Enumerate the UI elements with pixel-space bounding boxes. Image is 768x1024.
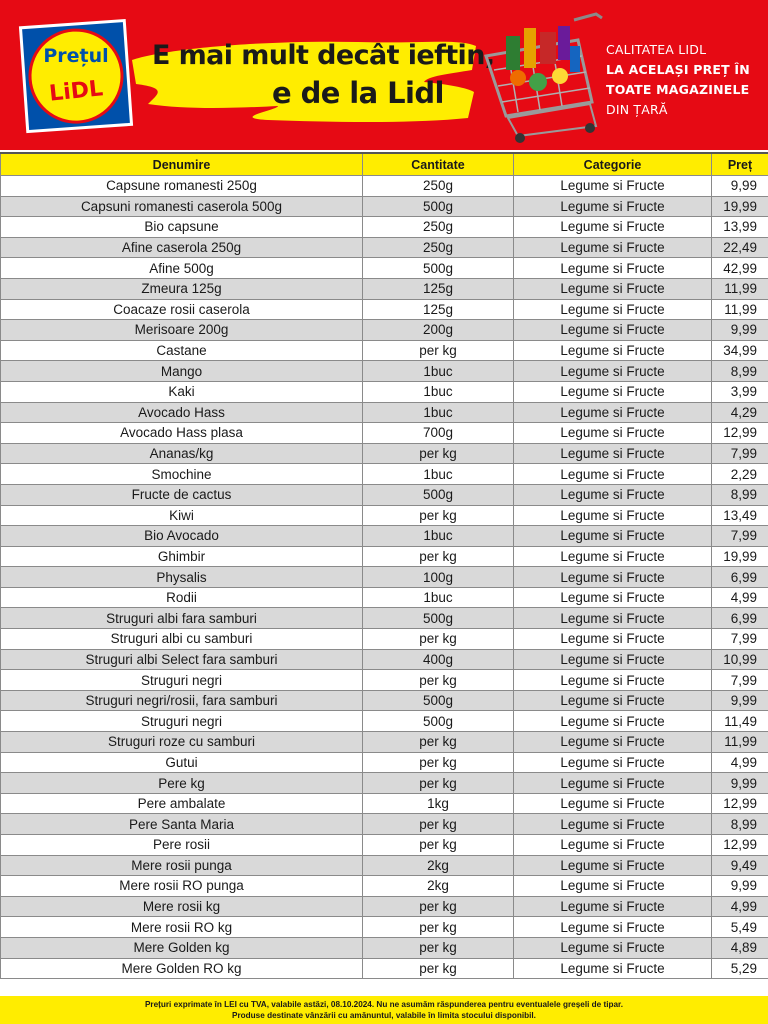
cell-category: Legume si Fructe xyxy=(514,278,712,299)
cell-category: Legume si Fructe xyxy=(514,423,712,444)
cell-category: Legume si Fructe xyxy=(514,176,712,197)
cell-quantity: 700g xyxy=(363,423,514,444)
cell-price: 11,49 xyxy=(712,711,768,732)
cell-category: Legume si Fructe xyxy=(514,299,712,320)
cell-quantity: 500g xyxy=(363,711,514,732)
quality-statement xyxy=(606,40,766,120)
table-row xyxy=(1,196,768,217)
cell-product-name: Afine caserola 250g xyxy=(1,237,363,258)
cell-price: 5,49 xyxy=(712,917,768,938)
cell-price: 34,99 xyxy=(712,340,768,361)
cell-quantity: per kg xyxy=(363,670,514,691)
cell-price: 8,99 xyxy=(712,361,768,382)
cell-price: 4,99 xyxy=(712,896,768,917)
table-row xyxy=(1,629,768,650)
cell-product-name: Kaki xyxy=(1,381,363,402)
cell-category: Legume si Fructe xyxy=(514,690,712,711)
cell-price: 11,99 xyxy=(712,732,768,753)
cell-category: Legume si Fructe xyxy=(514,443,712,464)
cell-category: Legume si Fructe xyxy=(514,546,712,567)
table-row xyxy=(1,793,768,814)
table-row xyxy=(1,299,768,320)
table-row xyxy=(1,670,768,691)
cell-price: 19,99 xyxy=(712,546,768,567)
cell-quantity: 1buc xyxy=(363,526,514,547)
cell-price: 9,49 xyxy=(712,855,768,876)
cell-product-name: Struguri albi Select fara samburi xyxy=(1,649,363,670)
cell-category: Legume si Fructe xyxy=(514,773,712,794)
cell-price: 7,99 xyxy=(712,443,768,464)
table-row xyxy=(1,237,768,258)
cell-category: Legume si Fructe xyxy=(514,793,712,814)
cell-price: 9,99 xyxy=(712,773,768,794)
cell-product-name: Rodii xyxy=(1,587,363,608)
cell-price: 4,99 xyxy=(712,587,768,608)
table-row xyxy=(1,443,768,464)
logo-name-text: LiDL xyxy=(48,76,105,107)
quality-line-3: TOATE MAGAZINELE xyxy=(606,82,750,97)
cell-price: 9,99 xyxy=(712,690,768,711)
table-row xyxy=(1,278,768,299)
cell-category: Legume si Fructe xyxy=(514,608,712,629)
cell-product-name: Mere Golden kg xyxy=(1,937,363,958)
cell-category: Legume si Fructe xyxy=(514,258,712,279)
cell-price: 7,99 xyxy=(712,629,768,650)
cell-price: 6,99 xyxy=(712,567,768,588)
table-row xyxy=(1,937,768,958)
cell-product-name: Mere rosii RO kg xyxy=(1,917,363,938)
cell-price: 13,49 xyxy=(712,505,768,526)
cell-category: Legume si Fructe xyxy=(514,711,712,732)
cell-product-name: Mere rosii RO punga xyxy=(1,876,363,897)
cell-quantity: per kg xyxy=(363,958,514,979)
cell-quantity: 2kg xyxy=(363,855,514,876)
cell-quantity: per kg xyxy=(363,917,514,938)
cell-category: Legume si Fructe xyxy=(514,402,712,423)
cell-product-name: Struguri albi fara samburi xyxy=(1,608,363,629)
header-pret: Preț xyxy=(712,153,768,176)
cell-product-name: Merisoare 200g xyxy=(1,320,363,341)
cell-category: Legume si Fructe xyxy=(514,876,712,897)
table-row xyxy=(1,855,768,876)
table-row xyxy=(1,587,768,608)
slogan-line-2: e de la Lidl xyxy=(272,76,444,110)
cell-product-name: Pere Santa Maria xyxy=(1,814,363,835)
cell-price: 9,99 xyxy=(712,876,768,897)
table-row xyxy=(1,608,768,629)
table-row xyxy=(1,546,768,567)
cell-quantity: 400g xyxy=(363,649,514,670)
cell-category: Legume si Fructe xyxy=(514,937,712,958)
cell-quantity: per kg xyxy=(363,629,514,650)
cell-quantity: 500g xyxy=(363,258,514,279)
header-cantitate: Cantitate xyxy=(363,153,514,176)
cell-price: 12,99 xyxy=(712,835,768,856)
cell-quantity: 100g xyxy=(363,567,514,588)
quality-line-1: CALITATEA LIDL xyxy=(606,42,707,57)
cell-category: Legume si Fructe xyxy=(514,237,712,258)
cell-price: 4,89 xyxy=(712,937,768,958)
cell-product-name: Struguri negri xyxy=(1,670,363,691)
cell-quantity: 2kg xyxy=(363,876,514,897)
cell-product-name: Physalis xyxy=(1,567,363,588)
cell-quantity: 1buc xyxy=(363,587,514,608)
cell-category: Legume si Fructe xyxy=(514,340,712,361)
cell-quantity: 500g xyxy=(363,690,514,711)
table-row xyxy=(1,835,768,856)
price-table xyxy=(0,152,768,979)
table-row xyxy=(1,423,768,444)
price-table-container xyxy=(0,152,768,979)
header-denumire: Denumire xyxy=(1,153,363,176)
cell-quantity: per kg xyxy=(363,752,514,773)
cell-category: Legume si Fructe xyxy=(514,670,712,691)
cell-quantity: 1buc xyxy=(363,464,514,485)
cell-product-name: Capsune romanesti 250g xyxy=(1,176,363,197)
table-row xyxy=(1,896,768,917)
cell-category: Legume si Fructe xyxy=(514,649,712,670)
cell-product-name: Struguri albi cu samburi xyxy=(1,629,363,650)
cell-price: 8,99 xyxy=(712,484,768,505)
cell-product-name: Gutui xyxy=(1,752,363,773)
cell-quantity: 1buc xyxy=(363,381,514,402)
table-row xyxy=(1,526,768,547)
table-row xyxy=(1,711,768,732)
cell-category: Legume si Fructe xyxy=(514,732,712,753)
cell-price: 9,99 xyxy=(712,320,768,341)
cell-category: Legume si Fructe xyxy=(514,958,712,979)
cell-category: Legume si Fructe xyxy=(514,505,712,526)
cell-quantity: per kg xyxy=(363,443,514,464)
cell-product-name: Pere ambalate xyxy=(1,793,363,814)
table-row xyxy=(1,402,768,423)
cell-category: Legume si Fructe xyxy=(514,752,712,773)
cell-quantity: 250g xyxy=(363,217,514,238)
slogan-line-1: E mai mult decât ieftin, xyxy=(152,40,495,71)
cell-product-name: Mere rosii punga xyxy=(1,855,363,876)
cell-price: 12,99 xyxy=(712,793,768,814)
cell-category: Legume si Fructe xyxy=(514,526,712,547)
header-banner xyxy=(0,0,768,150)
cell-quantity: 1buc xyxy=(363,361,514,382)
cell-price: 11,99 xyxy=(712,299,768,320)
table-header-row xyxy=(1,153,768,176)
table-row xyxy=(1,958,768,979)
shopping-cart-icon xyxy=(478,6,610,146)
cell-product-name: Capsuni romanesti caserola 500g xyxy=(1,196,363,217)
cell-price: 10,99 xyxy=(712,649,768,670)
table-row xyxy=(1,361,768,382)
cell-price: 12,99 xyxy=(712,423,768,444)
cell-price: 22,49 xyxy=(712,237,768,258)
cell-product-name: Bio capsune xyxy=(1,217,363,238)
cell-price: 42,99 xyxy=(712,258,768,279)
cell-price: 13,99 xyxy=(712,217,768,238)
table-row xyxy=(1,381,768,402)
cell-quantity: per kg xyxy=(363,773,514,794)
cell-category: Legume si Fructe xyxy=(514,896,712,917)
cell-quantity: per kg xyxy=(363,896,514,917)
cell-quantity: per kg xyxy=(363,340,514,361)
cell-category: Legume si Fructe xyxy=(514,381,712,402)
table-row xyxy=(1,217,768,238)
cell-product-name: Mango xyxy=(1,361,363,382)
cell-category: Legume si Fructe xyxy=(514,814,712,835)
cell-category: Legume si Fructe xyxy=(514,361,712,382)
cell-product-name: Castane xyxy=(1,340,363,361)
cell-product-name: Bio Avocado xyxy=(1,526,363,547)
table-row xyxy=(1,876,768,897)
header-categorie: Categorie xyxy=(514,153,712,176)
cell-quantity: per kg xyxy=(363,937,514,958)
cell-quantity: 500g xyxy=(363,608,514,629)
table-row xyxy=(1,505,768,526)
cell-product-name: Kiwi xyxy=(1,505,363,526)
table-row xyxy=(1,484,768,505)
lidl-logo xyxy=(18,18,136,134)
cell-price: 3,99 xyxy=(712,381,768,402)
table-row xyxy=(1,340,768,361)
cell-category: Legume si Fructe xyxy=(514,629,712,650)
footer-line-2: Produse destinate vânzării cu amănuntul, valabile în limita stocului disponibil. xyxy=(232,1011,536,1020)
cell-quantity: 1kg xyxy=(363,793,514,814)
cell-quantity: per kg xyxy=(363,835,514,856)
quality-line-2: LA ACELAȘI PREȚ ÎN xyxy=(606,62,750,77)
cell-product-name: Coacaze rosii caserola xyxy=(1,299,363,320)
quality-line-4: DIN ȚARĂ xyxy=(606,102,668,117)
cell-price: 6,99 xyxy=(712,608,768,629)
cell-quantity: 500g xyxy=(363,484,514,505)
cell-category: Legume si Fructe xyxy=(514,217,712,238)
cell-quantity: 125g xyxy=(363,299,514,320)
cell-product-name: Pere rosii xyxy=(1,835,363,856)
table-row xyxy=(1,773,768,794)
cell-category: Legume si Fructe xyxy=(514,917,712,938)
cell-category: Legume si Fructe xyxy=(514,587,712,608)
cell-product-name: Ghimbir xyxy=(1,546,363,567)
cell-price: 4,29 xyxy=(712,402,768,423)
cell-price: 2,29 xyxy=(712,464,768,485)
table-row xyxy=(1,320,768,341)
table-row xyxy=(1,690,768,711)
cell-product-name: Afine 500g xyxy=(1,258,363,279)
footer-line-1: Prețuri exprimate în LEI cu TVA, valabile astăzi, 08.10.2024. Nu ne asumăm răspunderea pentru eventualele greșeli de tipar. xyxy=(144,1000,624,1009)
cell-product-name: Fructe de cactus xyxy=(1,484,363,505)
cell-product-name: Avocado Hass xyxy=(1,402,363,423)
table-row xyxy=(1,814,768,835)
cell-product-name: Struguri negri xyxy=(1,711,363,732)
cell-product-name: Smochine xyxy=(1,464,363,485)
cell-category: Legume si Fructe xyxy=(514,464,712,485)
cell-category: Legume si Fructe xyxy=(514,855,712,876)
cell-price: 19,99 xyxy=(712,196,768,217)
cell-product-name: Mere rosii kg xyxy=(1,896,363,917)
cell-price: 11,99 xyxy=(712,278,768,299)
table-row xyxy=(1,649,768,670)
logo-top-text: Prețul xyxy=(43,45,109,67)
table-row xyxy=(1,258,768,279)
cell-product-name: Struguri roze cu samburi xyxy=(1,732,363,753)
table-row xyxy=(1,917,768,938)
table-row xyxy=(1,567,768,588)
cell-quantity: per kg xyxy=(363,546,514,567)
cell-product-name: Zmeura 125g xyxy=(1,278,363,299)
cell-product-name: Ananas/kg xyxy=(1,443,363,464)
cell-quantity: 500g xyxy=(363,196,514,217)
table-row xyxy=(1,464,768,485)
cell-product-name: Mere Golden RO kg xyxy=(1,958,363,979)
cell-product-name: Avocado Hass plasa xyxy=(1,423,363,444)
footer-disclaimer xyxy=(0,996,768,1024)
cell-price: 5,29 xyxy=(712,958,768,979)
cell-category: Legume si Fructe xyxy=(514,320,712,341)
cell-price: 4,99 xyxy=(712,752,768,773)
cell-quantity: 250g xyxy=(363,237,514,258)
cell-quantity: 125g xyxy=(363,278,514,299)
logo-badge-graphic xyxy=(18,18,136,134)
cell-quantity: per kg xyxy=(363,505,514,526)
cell-product-name: Pere kg xyxy=(1,773,363,794)
cell-category: Legume si Fructe xyxy=(514,196,712,217)
cell-price: 7,99 xyxy=(712,670,768,691)
cell-price: 7,99 xyxy=(712,526,768,547)
cell-product-name: Struguri negri/rosii, fara samburi xyxy=(1,690,363,711)
cell-quantity: per kg xyxy=(363,732,514,753)
table-row xyxy=(1,752,768,773)
cell-price: 8,99 xyxy=(712,814,768,835)
cell-quantity: 1buc xyxy=(363,402,514,423)
table-row xyxy=(1,176,768,197)
cell-quantity: per kg xyxy=(363,814,514,835)
cell-quantity: 200g xyxy=(363,320,514,341)
cell-quantity: 250g xyxy=(363,176,514,197)
table-body xyxy=(1,176,768,979)
cell-price: 9,99 xyxy=(712,176,768,197)
cell-category: Legume si Fructe xyxy=(514,567,712,588)
table-row xyxy=(1,732,768,753)
cell-category: Legume si Fructe xyxy=(514,835,712,856)
cell-category: Legume si Fructe xyxy=(514,484,712,505)
